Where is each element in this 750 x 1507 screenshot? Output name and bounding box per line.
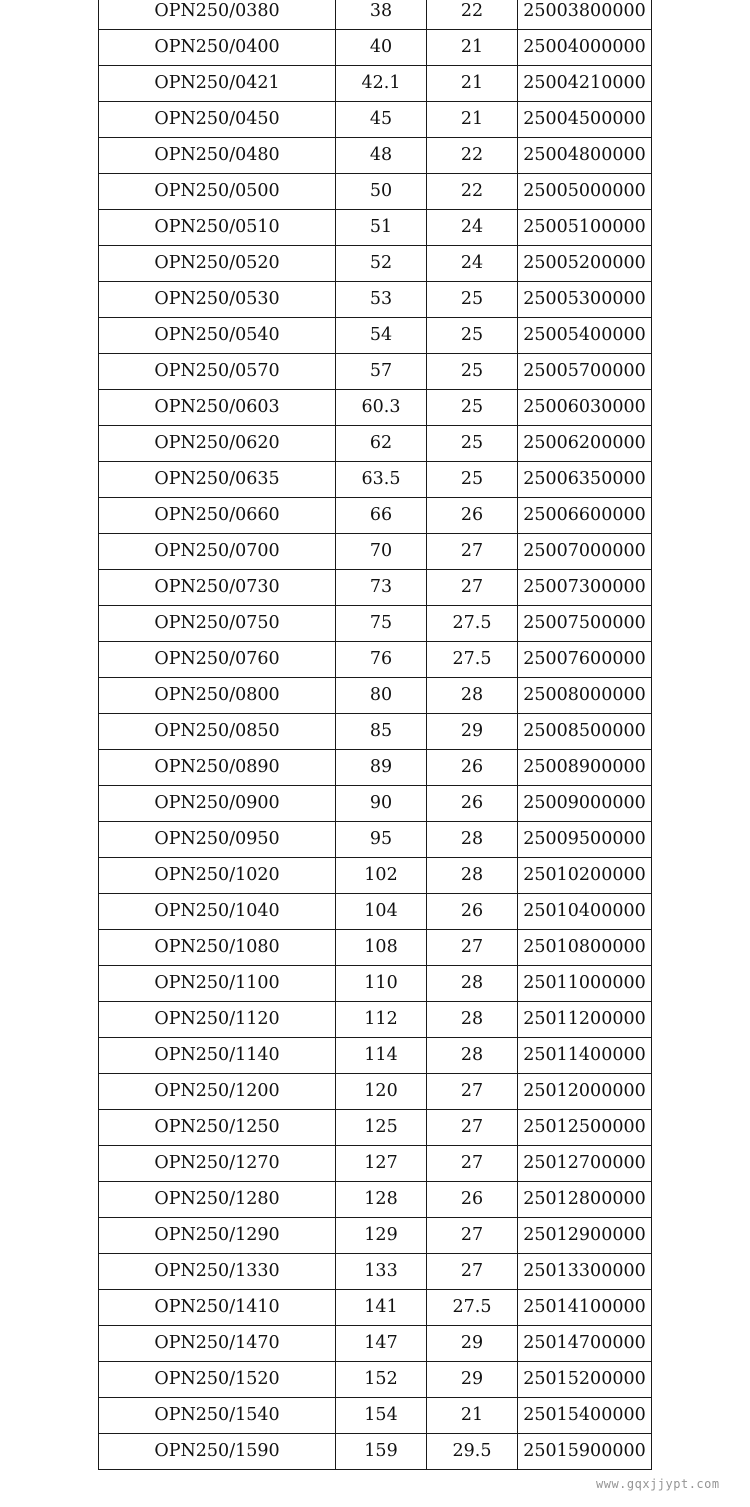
diameter-cell: 80 xyxy=(336,678,427,714)
diameter-cell: 57 xyxy=(336,354,427,390)
table-row xyxy=(99,1002,652,1038)
diameter-cell: 42.1 xyxy=(336,66,427,102)
code-cell: 25011400000 xyxy=(518,1038,652,1074)
table-row xyxy=(99,426,652,462)
width-cell: 27 xyxy=(427,1146,518,1182)
width-cell: 27 xyxy=(427,570,518,606)
table-row xyxy=(99,930,652,966)
model-cell: OPN250/0620 xyxy=(99,426,336,462)
code-cell: 25005400000 xyxy=(518,318,652,354)
width-cell: 24 xyxy=(427,246,518,282)
model-cell: OPN250/0570 xyxy=(99,354,336,390)
diameter-cell: 50 xyxy=(336,174,427,210)
width-cell: 27 xyxy=(427,1218,518,1254)
table-row xyxy=(99,858,652,894)
code-cell: 25014100000 xyxy=(518,1290,652,1326)
width-cell: 22 xyxy=(427,0,518,30)
model-cell: OPN250/1590 xyxy=(99,1434,336,1470)
code-cell: 25004800000 xyxy=(518,138,652,174)
width-cell: 28 xyxy=(427,1038,518,1074)
table-row xyxy=(99,966,652,1002)
diameter-cell: 120 xyxy=(336,1074,427,1110)
code-cell: 25005000000 xyxy=(518,174,652,210)
code-cell: 25006600000 xyxy=(518,498,652,534)
table-row xyxy=(99,534,652,570)
table-row xyxy=(99,462,652,498)
width-cell: 29 xyxy=(427,1362,518,1398)
table-row xyxy=(99,354,652,390)
model-cell: OPN250/1470 xyxy=(99,1326,336,1362)
code-cell: 25004500000 xyxy=(518,102,652,138)
model-cell: OPN250/0400 xyxy=(99,30,336,66)
code-cell: 25010400000 xyxy=(518,894,652,930)
table-row xyxy=(99,1254,652,1290)
diameter-cell: 147 xyxy=(336,1326,427,1362)
diameter-cell: 60.3 xyxy=(336,390,427,426)
table-row xyxy=(99,0,652,30)
table-row xyxy=(99,1074,652,1110)
width-cell: 28 xyxy=(427,822,518,858)
model-cell: OPN250/1250 xyxy=(99,1110,336,1146)
table-row xyxy=(99,1038,652,1074)
code-cell: 25007600000 xyxy=(518,642,652,678)
code-cell: 25004000000 xyxy=(518,30,652,66)
model-cell: OPN250/1520 xyxy=(99,1362,336,1398)
code-cell: 25005100000 xyxy=(518,210,652,246)
model-cell: OPN250/0660 xyxy=(99,498,336,534)
model-cell: OPN250/0510 xyxy=(99,210,336,246)
width-cell: 28 xyxy=(427,966,518,1002)
model-cell: OPN250/0900 xyxy=(99,786,336,822)
code-cell: 25004210000 xyxy=(518,66,652,102)
model-cell: OPN250/1040 xyxy=(99,894,336,930)
code-cell: 25014700000 xyxy=(518,1326,652,1362)
code-cell: 25009500000 xyxy=(518,822,652,858)
diameter-cell: 154 xyxy=(336,1398,427,1434)
width-cell: 21 xyxy=(427,1398,518,1434)
code-cell: 25012800000 xyxy=(518,1182,652,1218)
width-cell: 27 xyxy=(427,1110,518,1146)
model-cell: OPN250/1540 xyxy=(99,1398,336,1434)
model-cell: OPN250/0500 xyxy=(99,174,336,210)
diameter-cell: 53 xyxy=(336,282,427,318)
diameter-cell: 127 xyxy=(336,1146,427,1182)
table-row xyxy=(99,1434,652,1470)
model-cell: OPN250/1200 xyxy=(99,1074,336,1110)
width-cell: 28 xyxy=(427,1002,518,1038)
width-cell: 26 xyxy=(427,498,518,534)
model-cell: OPN250/1330 xyxy=(99,1254,336,1290)
width-cell: 21 xyxy=(427,102,518,138)
table-row xyxy=(99,282,652,318)
table-row xyxy=(99,894,652,930)
table-row xyxy=(99,570,652,606)
width-cell: 25 xyxy=(427,282,518,318)
diameter-cell: 85 xyxy=(336,714,427,750)
model-cell: OPN250/1270 xyxy=(99,1146,336,1182)
model-cell: OPN250/0480 xyxy=(99,138,336,174)
model-cell: OPN250/1140 xyxy=(99,1038,336,1074)
diameter-cell: 128 xyxy=(336,1182,427,1218)
code-cell: 25012700000 xyxy=(518,1146,652,1182)
width-cell: 25 xyxy=(427,318,518,354)
table-row xyxy=(99,1326,652,1362)
diameter-cell: 89 xyxy=(336,750,427,786)
table-row xyxy=(99,750,652,786)
width-cell: 26 xyxy=(427,786,518,822)
code-cell: 25011200000 xyxy=(518,1002,652,1038)
table-row xyxy=(99,318,652,354)
diameter-cell: 90 xyxy=(336,786,427,822)
width-cell: 22 xyxy=(427,138,518,174)
model-cell: OPN250/1280 xyxy=(99,1182,336,1218)
code-cell: 25012500000 xyxy=(518,1110,652,1146)
model-cell: OPN250/1080 xyxy=(99,930,336,966)
model-cell: OPN250/0540 xyxy=(99,318,336,354)
diameter-cell: 54 xyxy=(336,318,427,354)
diameter-cell: 70 xyxy=(336,534,427,570)
model-cell: OPN250/0800 xyxy=(99,678,336,714)
width-cell: 21 xyxy=(427,66,518,102)
model-cell: OPN250/1120 xyxy=(99,1002,336,1038)
table-row xyxy=(99,498,652,534)
code-cell: 25003800000 xyxy=(518,0,652,30)
table-row xyxy=(99,1146,652,1182)
diameter-cell: 125 xyxy=(336,1110,427,1146)
code-cell: 25012900000 xyxy=(518,1218,652,1254)
model-cell: OPN250/0450 xyxy=(99,102,336,138)
diameter-cell: 62 xyxy=(336,426,427,462)
table-row xyxy=(99,66,652,102)
diameter-cell: 48 xyxy=(336,138,427,174)
model-cell: OPN250/0380 xyxy=(99,0,336,30)
diameter-cell: 76 xyxy=(336,642,427,678)
model-cell: OPN250/0760 xyxy=(99,642,336,678)
table-row xyxy=(99,1290,652,1326)
table-row xyxy=(99,174,652,210)
width-cell: 29 xyxy=(427,1326,518,1362)
spec-table xyxy=(98,0,652,1470)
code-cell: 25007500000 xyxy=(518,606,652,642)
code-cell: 25015200000 xyxy=(518,1362,652,1398)
width-cell: 25 xyxy=(427,390,518,426)
diameter-cell: 75 xyxy=(336,606,427,642)
diameter-cell: 108 xyxy=(336,930,427,966)
width-cell: 24 xyxy=(427,210,518,246)
width-cell: 28 xyxy=(427,858,518,894)
diameter-cell: 95 xyxy=(336,822,427,858)
model-cell: OPN250/0530 xyxy=(99,282,336,318)
model-cell: OPN250/0950 xyxy=(99,822,336,858)
table-row xyxy=(99,786,652,822)
model-cell: OPN250/1100 xyxy=(99,966,336,1002)
model-cell: OPN250/1290 xyxy=(99,1218,336,1254)
diameter-cell: 52 xyxy=(336,246,427,282)
code-cell: 25006200000 xyxy=(518,426,652,462)
code-cell: 25007000000 xyxy=(518,534,652,570)
code-cell: 25013300000 xyxy=(518,1254,652,1290)
code-cell: 25008900000 xyxy=(518,750,652,786)
model-cell: OPN250/0700 xyxy=(99,534,336,570)
code-cell: 25008000000 xyxy=(518,678,652,714)
diameter-cell: 73 xyxy=(336,570,427,606)
table-row xyxy=(99,138,652,174)
table-row xyxy=(99,678,652,714)
code-cell: 25008500000 xyxy=(518,714,652,750)
code-cell: 25007300000 xyxy=(518,570,652,606)
table-row xyxy=(99,1362,652,1398)
code-cell: 25015900000 xyxy=(518,1434,652,1470)
spec-table-body xyxy=(99,0,652,1470)
diameter-cell: 63.5 xyxy=(336,462,427,498)
width-cell: 27 xyxy=(427,1254,518,1290)
diameter-cell: 141 xyxy=(336,1290,427,1326)
model-cell: OPN250/0750 xyxy=(99,606,336,642)
diameter-cell: 152 xyxy=(336,1362,427,1398)
width-cell: 27 xyxy=(427,534,518,570)
width-cell: 27 xyxy=(427,1074,518,1110)
table-row xyxy=(99,210,652,246)
width-cell: 25 xyxy=(427,462,518,498)
code-cell: 25010200000 xyxy=(518,858,652,894)
model-cell: OPN250/0850 xyxy=(99,714,336,750)
width-cell: 27 xyxy=(427,930,518,966)
width-cell: 27.5 xyxy=(427,642,518,678)
model-cell: OPN250/0603 xyxy=(99,390,336,426)
code-cell: 25005700000 xyxy=(518,354,652,390)
width-cell: 25 xyxy=(427,354,518,390)
diameter-cell: 104 xyxy=(336,894,427,930)
code-cell: 25015400000 xyxy=(518,1398,652,1434)
model-cell: OPN250/1020 xyxy=(99,858,336,894)
model-cell: OPN250/0730 xyxy=(99,570,336,606)
model-cell: OPN250/0890 xyxy=(99,750,336,786)
width-cell: 26 xyxy=(427,1182,518,1218)
width-cell: 27.5 xyxy=(427,606,518,642)
diameter-cell: 45 xyxy=(336,102,427,138)
diameter-cell: 159 xyxy=(336,1434,427,1470)
model-cell: OPN250/0520 xyxy=(99,246,336,282)
diameter-cell: 114 xyxy=(336,1038,427,1074)
code-cell: 25005200000 xyxy=(518,246,652,282)
table-row xyxy=(99,714,652,750)
code-cell: 25009000000 xyxy=(518,786,652,822)
code-cell: 25006350000 xyxy=(518,462,652,498)
width-cell: 28 xyxy=(427,678,518,714)
table-row xyxy=(99,822,652,858)
code-cell: 25011000000 xyxy=(518,966,652,1002)
diameter-cell: 102 xyxy=(336,858,427,894)
table-row xyxy=(99,1182,652,1218)
width-cell: 21 xyxy=(427,30,518,66)
model-cell: OPN250/1410 xyxy=(99,1290,336,1326)
table-row xyxy=(99,1110,652,1146)
code-cell: 25005300000 xyxy=(518,282,652,318)
diameter-cell: 133 xyxy=(336,1254,427,1290)
table-row xyxy=(99,390,652,426)
model-cell: OPN250/0421 xyxy=(99,66,336,102)
width-cell: 22 xyxy=(427,174,518,210)
diameter-cell: 40 xyxy=(336,30,427,66)
diameter-cell: 38 xyxy=(336,0,427,30)
diameter-cell: 51 xyxy=(336,210,427,246)
width-cell: 26 xyxy=(427,894,518,930)
table-row xyxy=(99,246,652,282)
table-row xyxy=(99,30,652,66)
model-cell: OPN250/0635 xyxy=(99,462,336,498)
code-cell: 25012000000 xyxy=(518,1074,652,1110)
diameter-cell: 129 xyxy=(336,1218,427,1254)
table-row xyxy=(99,1398,652,1434)
width-cell: 25 xyxy=(427,426,518,462)
watermark-text: www.gqxjjypt.com xyxy=(596,1477,720,1491)
width-cell: 26 xyxy=(427,750,518,786)
width-cell: 27.5 xyxy=(427,1290,518,1326)
diameter-cell: 112 xyxy=(336,1002,427,1038)
table-row xyxy=(99,642,652,678)
table-row xyxy=(99,1218,652,1254)
width-cell: 29.5 xyxy=(427,1434,518,1470)
diameter-cell: 110 xyxy=(336,966,427,1002)
width-cell: 29 xyxy=(427,714,518,750)
code-cell: 25006030000 xyxy=(518,390,652,426)
table-row xyxy=(99,606,652,642)
code-cell: 25010800000 xyxy=(518,930,652,966)
diameter-cell: 66 xyxy=(336,498,427,534)
table-row xyxy=(99,102,652,138)
